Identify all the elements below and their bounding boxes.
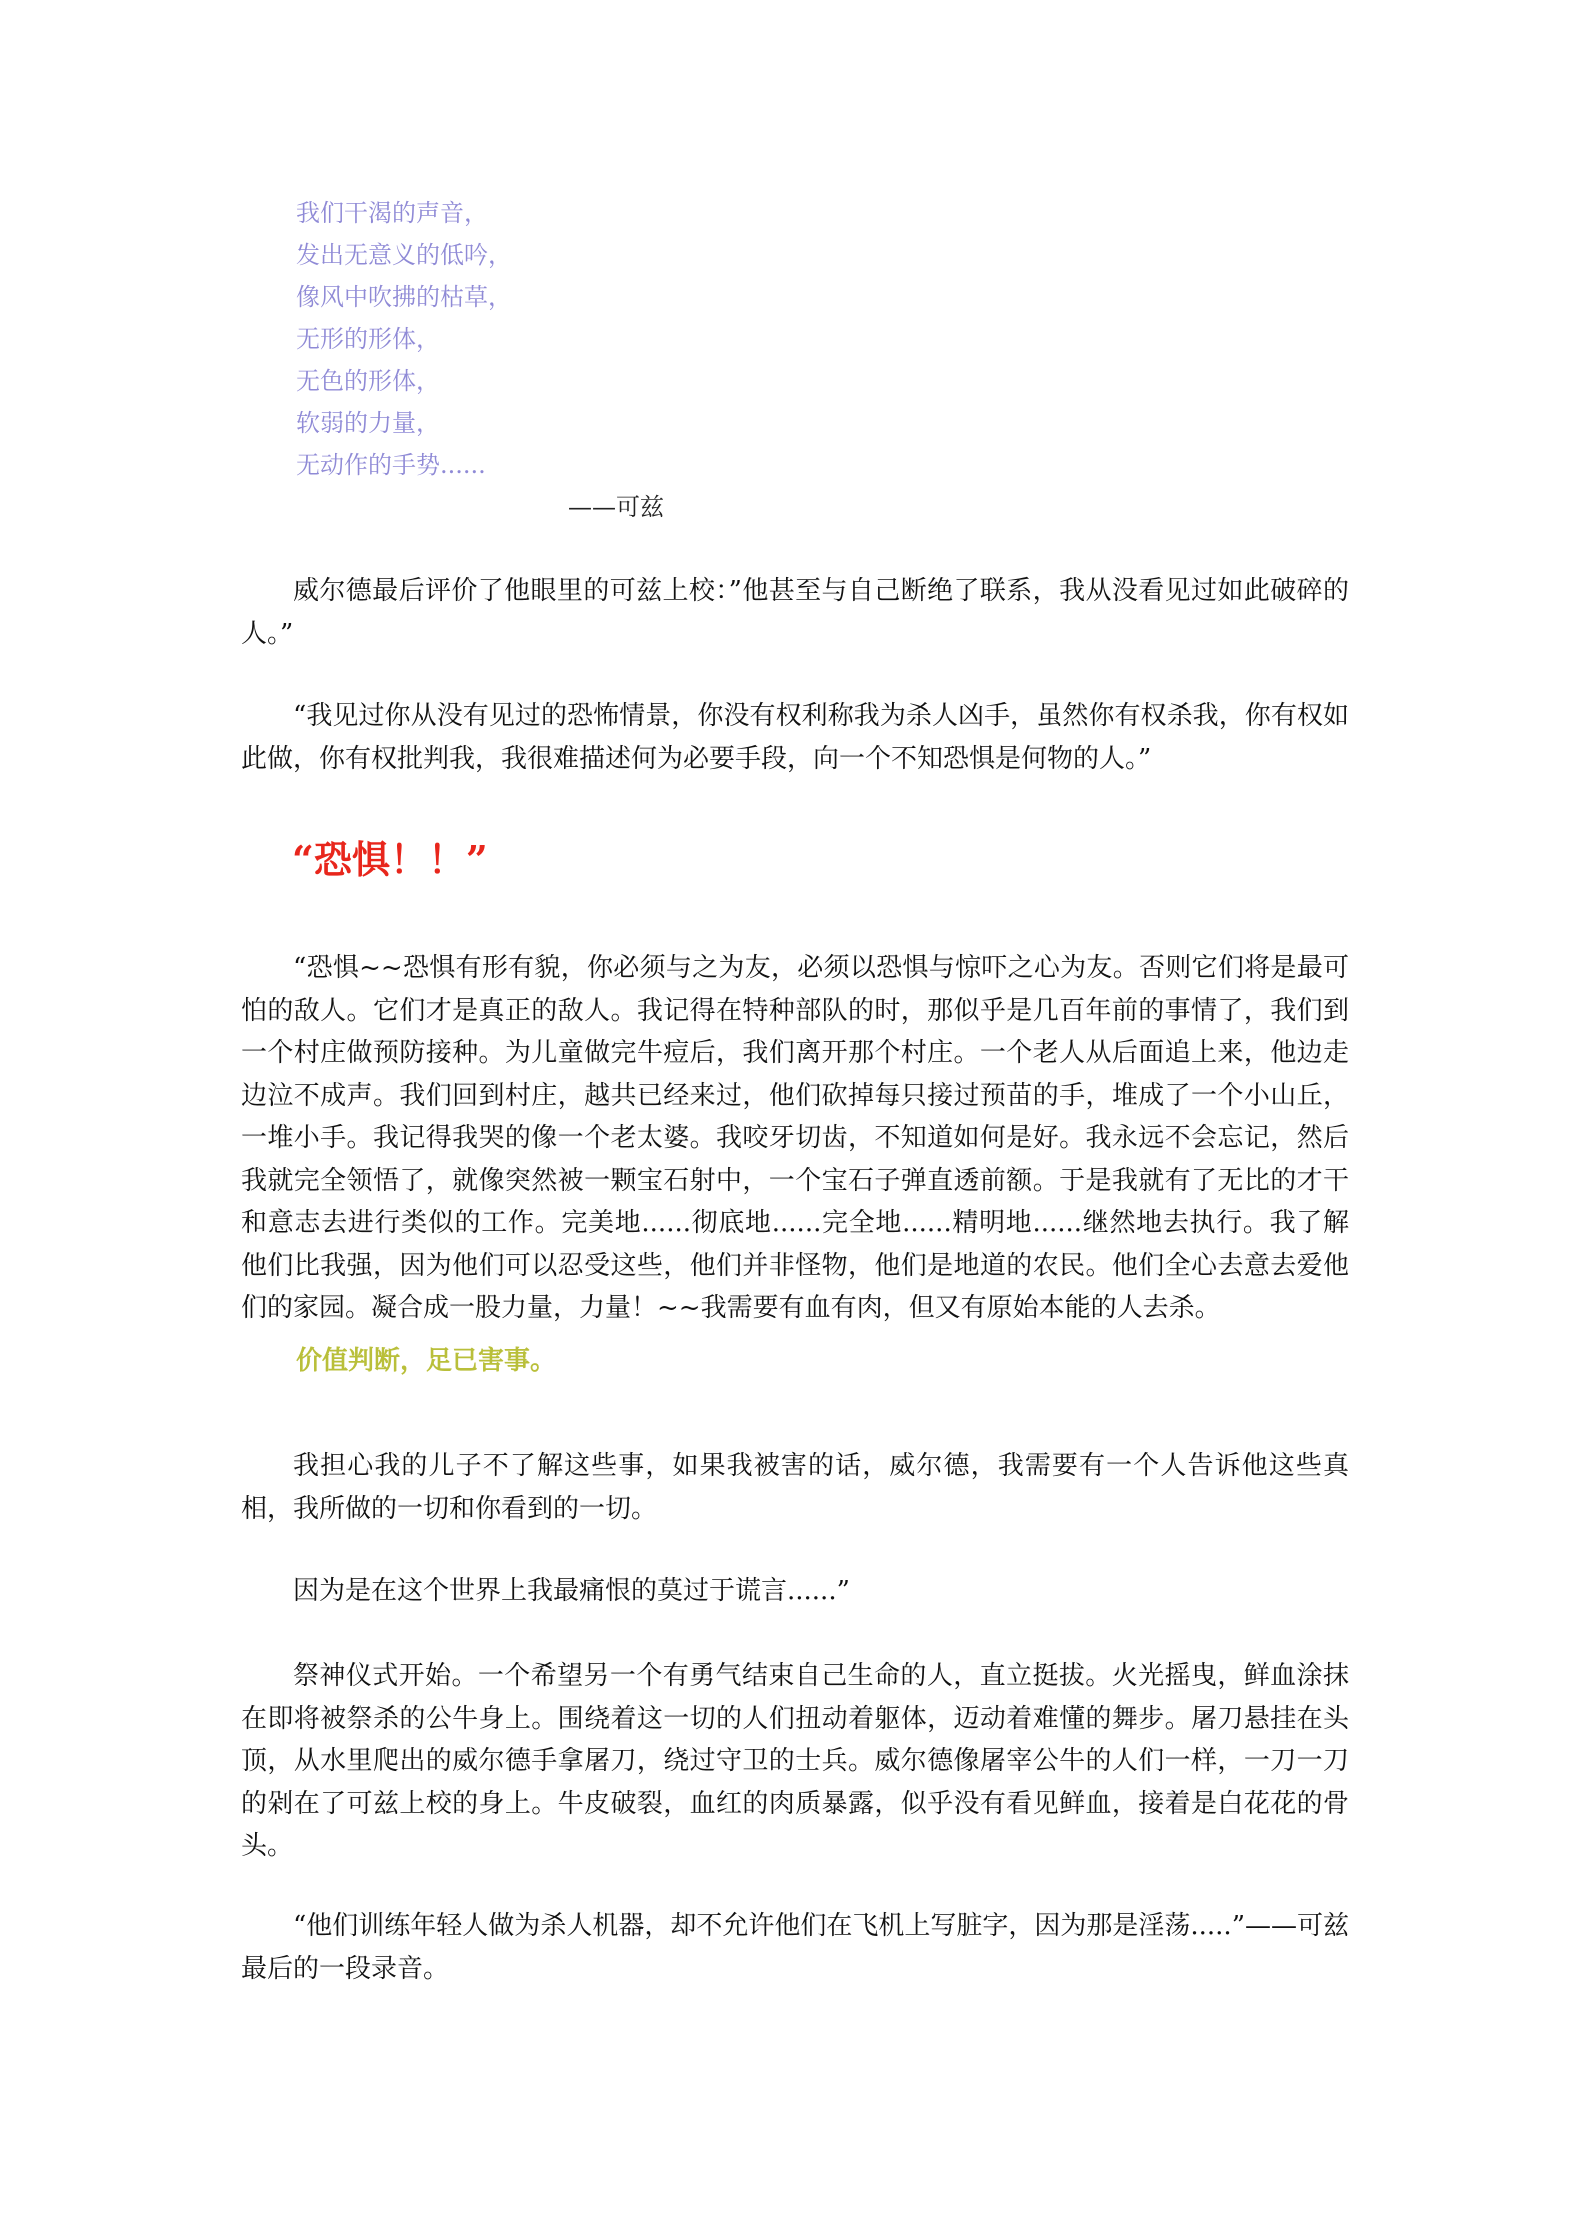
poem-line: 无色的形体， [296,367,440,395]
poem-line: 我们干渴的声音， [296,199,488,227]
paragraph-final-recording: “他们训练年轻人做为杀人机器，却不允许他们在飞机上写脏字，因为那是淫荡.....”——可兹最后的一段录音。 [241,1911,1349,1984]
paragraph-fear-monologue: “恐惧~~恐惧有形有貌，你必须与之为友，必须以恐惧与惊吓之心为友。否则它们将是最可怕的敌人。它们才是真正的敌人。我记得在特种部队的时，那似乎是几百年前的事情了，我们到一个村庄做预防接种。为儿童做完牛痘后，我们离开那个村庄。一个老人从后面追上来，他边走边泣不成声。我们回到村庄，越共已经来过，他们砍掉每只接过预苗的手，堆成了一个小山丘，一堆小手。我记得我哭的像一个老太婆。我咬牙切齿，不知道如何是好。我永远不会忘记，然后我就完全领悟了，就像突然被一颗宝石射中，一个宝石子弹直透前额。于是我就有了无比的才干和意志去进行类似的工作。完美地......彻底地......完全地......精明地......继然地去执行。我了解他们比我强，因为他们可以忍受这些，他们并非怪物，他们是地道的农民。他们全心去意去爱他们的家园。凝合成一股力量，力量！~~我需要有血有肉，但又有原始本能的人去杀。 [241,953,1349,1323]
poem-line: 发出无意义的低吟， [296,241,512,269]
poem-block [296,192,996,486]
paragraph-wilder-evaluation: 威尔德最后评价了他眼里的可兹上校：”他甚至与自己断绝了联系，我从没看见过如此破碎的人。” [241,576,1349,649]
poem-line: 无动作的手势...... [296,451,486,479]
poem-line: 无形的形体， [296,325,440,353]
section-heading-fear: “恐惧！！” [292,837,488,882]
paragraph-lies: 因为是在这个世界上我最痛恨的莫过于谎言......” [293,1576,850,1606]
poem-line: 像风中吹拂的枯草， [296,283,512,311]
paragraph-son-concern: 我担心我的儿子不了解这些事，如果我被害的话，威尔德，我需要有一个人告诉他这些真相，我所做的一切和你看到的一切。 [241,1451,1349,1524]
paragraph-horror-quote: “我见过你从没有见过的恐怖情景，你没有权利称我为杀人凶手，虽然你有权杀我，你有权如此做，你有权批判我，我很难描述何为必要手段，向一个不知恐惧是何物的人。” [241,701,1349,774]
paragraph-ritual: 祭神仪式开始。一个希望另一个有勇气结束自己生命的人，直立挺拔。火光摇曳，鲜血涂抹在即将被祭杀的公牛身上。围绕着这一切的人们扭动着躯体，迈动着难懂的舞步。屠刀悬挂在头顶，从水里爬出的威尔德手拿屠刀，绕过守卫的士兵。威尔德像屠宰公牛的人们一样，一刀一刀的剁在了可兹上校的身上。牛皮破裂，血红的肉质暴露，似乎没有看见鲜血，接着是白花花的骨头。 [241,1661,1349,1861]
poem-line: 软弱的力量， [296,409,440,437]
highlight-value-judgment: 价值判断，足已害事。 [296,1346,557,1376]
poem-attribution: ——可兹 [568,493,664,521]
